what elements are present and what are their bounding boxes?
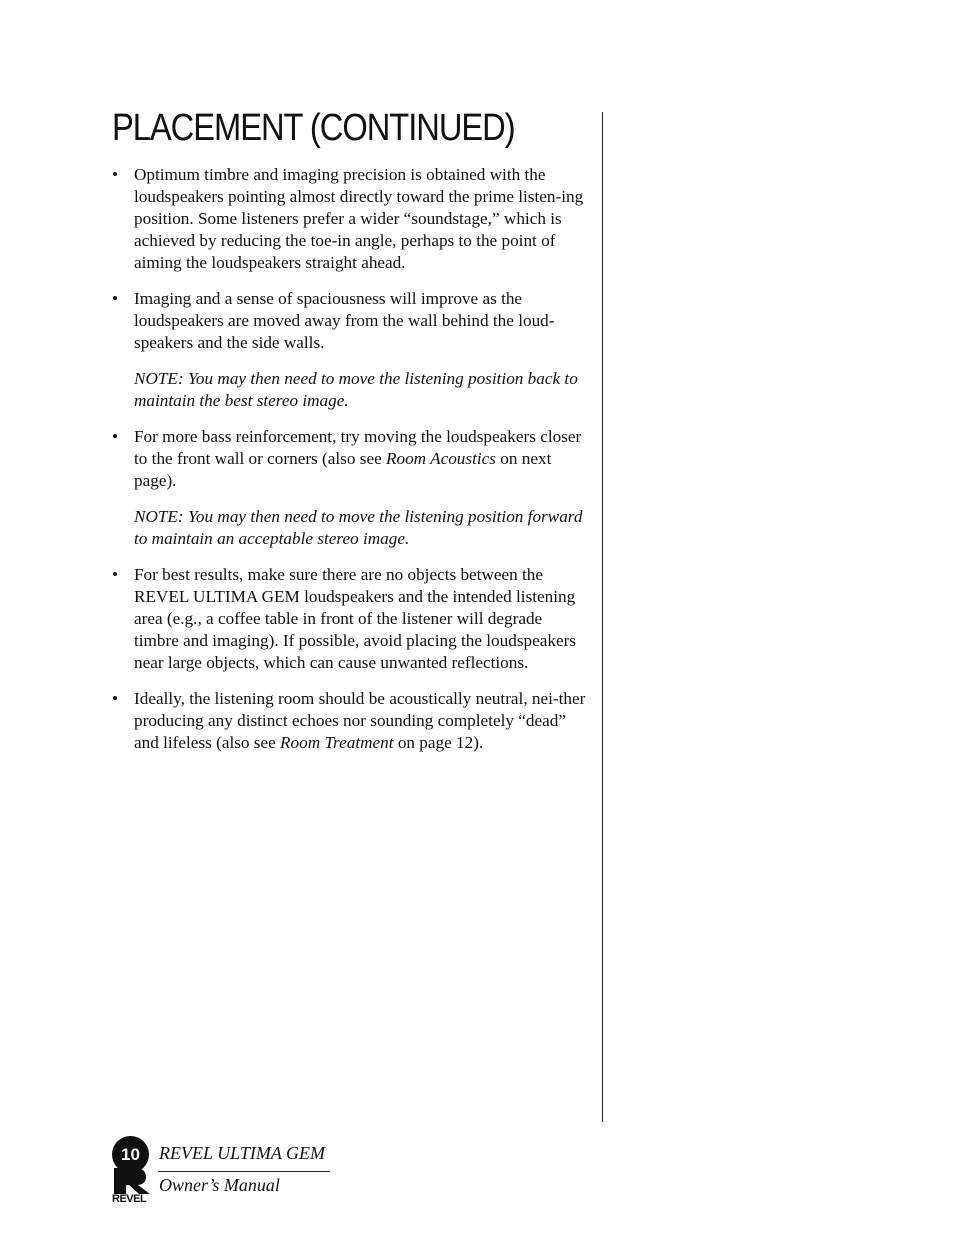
- page-number: 10: [112, 1136, 149, 1173]
- cross-reference-room-treatment: Room Treatment: [280, 733, 394, 752]
- list-item-text: Optimum timbre and imaging precision is obtained with the loudspeakers pointing almost directly toward the prime listen-ing position. Some listeners prefer a wider “soundstage,” which is achieved by reducing the toe-in angle, perhaps to the point of aiming the loudspeakers straight ahead.: [134, 165, 584, 272]
- page-title: PLACEMENT (CONTINUED): [112, 107, 515, 149]
- bullet-icon: •: [112, 165, 119, 184]
- text-run: For more bass reinforcement, try moving the loudspeakers closer to the front wall or corners (also see: [134, 427, 582, 468]
- footer-product-name: REVEL ULTIMA GEM: [159, 1143, 325, 1163]
- list-item-text: [134, 427, 581, 490]
- list-item: [112, 288, 590, 354]
- revel-logo-icon: [112, 1168, 152, 1194]
- bullet-icon: •: [112, 427, 119, 446]
- footer-divider: [158, 1171, 330, 1172]
- column-divider: [602, 112, 603, 1122]
- revel-logo-text: REVEL: [112, 1193, 147, 1205]
- note-text: NOTE: You may then need to move the listening position forward to maintain an acceptable stereo image.: [134, 507, 583, 548]
- cross-reference-room-acoustics: Room Acoustics: [386, 449, 496, 468]
- bullet-icon: •: [112, 565, 119, 584]
- footer-manual-name: Owner’s Manual: [159, 1175, 280, 1195]
- bullet-icon: •: [112, 289, 119, 308]
- text-run: Ideally, the listening room should be acoustically neutral, nei-ther producing any distinct echoes nor sounding completely “dead” and lifeless (also see: [134, 689, 586, 752]
- list-item-text: For best results, make sure there are no objects between the REVEL ULTIMA GEM loudspeakers and the intended listening area (e.g., a coffee table in front of the listener will degrade timbre and imaging). If possible, avoid placing the loudspeakers near large objects, which can cause unwanted reflections.: [134, 565, 576, 672]
- text-run: on page 12).: [393, 733, 484, 752]
- list-item: [112, 164, 590, 274]
- bullet-icon: •: [112, 689, 119, 708]
- main-content: [112, 164, 590, 768]
- text-run: on next page).: [134, 449, 552, 490]
- list-item: [112, 426, 590, 492]
- list-item-text: Imaging and a sense of spaciousness will improve as the loudspeakers are moved away from the wall behind the loud-speakers and the side walls.: [134, 289, 555, 352]
- list-item: [112, 688, 590, 754]
- note-text: NOTE: You may then need to move the listening position back to maintain the best stereo image.: [134, 369, 578, 410]
- list-item: [112, 564, 590, 674]
- list-item-text: [134, 689, 585, 752]
